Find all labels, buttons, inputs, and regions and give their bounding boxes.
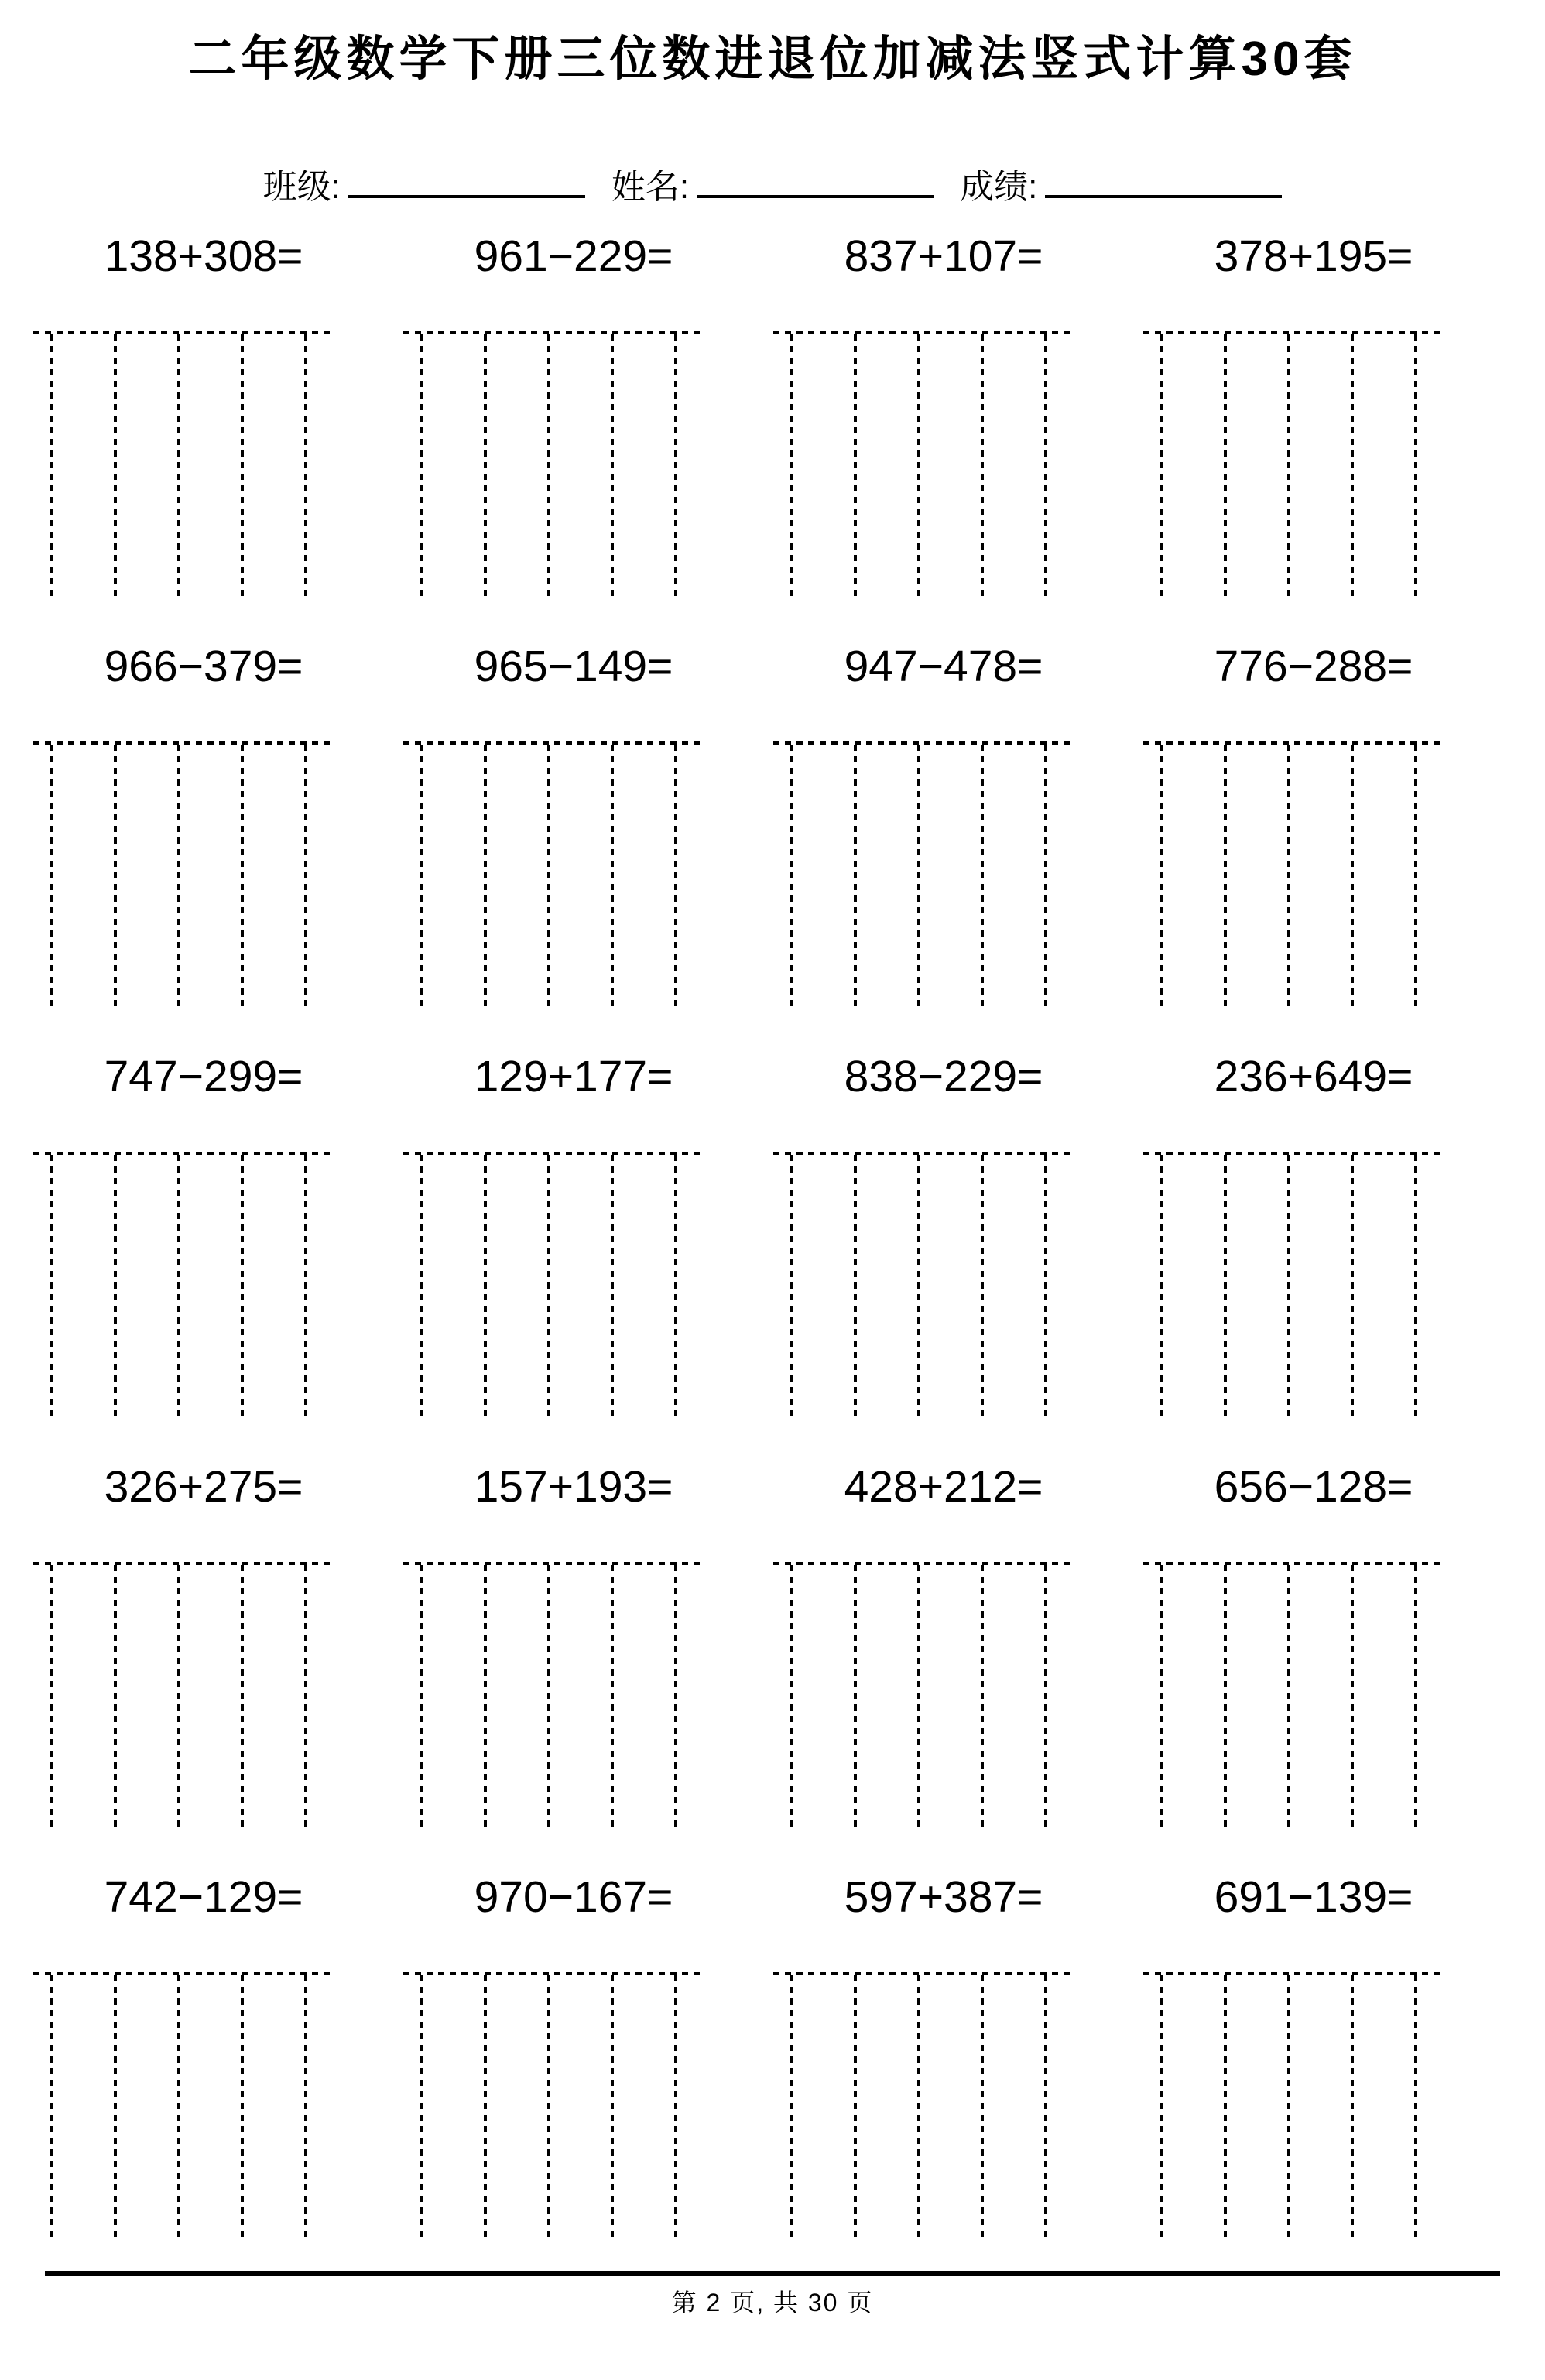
problem-equation: 742−129=: [104, 1872, 303, 1922]
problem-cell: [773, 1053, 1071, 1419]
problem-equation: 656−128=: [1214, 1462, 1413, 1512]
problem-cell: [33, 232, 331, 598]
problem-cell: [403, 1873, 701, 2239]
grid-vline: [854, 1975, 857, 2239]
grid-vline: [114, 1155, 117, 1419]
grid-vline: [790, 745, 793, 1009]
work-grid: [403, 1562, 701, 1829]
work-grid: [33, 741, 331, 1009]
problem-cell: [1143, 1053, 1441, 1419]
grid-vline: [917, 334, 920, 598]
grid-vline: [547, 334, 550, 598]
grid-vline: [674, 1155, 677, 1419]
work-grid: [773, 741, 1071, 1009]
grid-vline: [1351, 334, 1354, 598]
work-grid: [33, 1152, 331, 1419]
grid-vline: [50, 1975, 53, 2239]
grid-vline: [790, 1565, 793, 1829]
grid-vline: [1044, 1975, 1047, 2239]
grid-vline: [484, 1155, 487, 1419]
student-info-line: [0, 159, 1545, 208]
grid-vline: [1224, 1975, 1227, 2239]
grid-vline: [917, 1155, 920, 1419]
problem-cell: [1143, 642, 1441, 1009]
grid-vline: [1224, 1155, 1227, 1419]
grid-vline: [674, 1565, 677, 1829]
grid-vline: [1351, 1975, 1354, 2239]
grid-top-line: [403, 1972, 701, 1975]
grid-vline: [547, 1565, 550, 1829]
grid-vline: [241, 1565, 244, 1829]
grid-vline: [917, 1565, 920, 1829]
grid-vline: [1351, 1155, 1354, 1419]
work-grid: [1143, 1972, 1441, 2239]
grid-vline: [484, 334, 487, 598]
problem-equation: 965−149=: [474, 642, 673, 691]
grid-vline: [611, 334, 614, 598]
problem-equation: 326+275=: [104, 1462, 303, 1512]
class-blank-field: [348, 172, 585, 198]
problem-equation: 428+212=: [844, 1462, 1043, 1512]
grid-vline: [1160, 1975, 1163, 2239]
problem-equation: 776−288=: [1214, 642, 1413, 691]
grid-vline: [304, 334, 307, 598]
grid-vline: [1287, 334, 1290, 598]
problem-row: [33, 1873, 1441, 2239]
grid-vline: [484, 1565, 487, 1829]
grid-vline: [420, 745, 423, 1009]
grid-vline: [547, 745, 550, 1009]
grid-vline: [420, 1155, 423, 1419]
grid-vline: [1287, 745, 1290, 1009]
grid-top-line: [773, 1152, 1071, 1155]
work-grid: [1143, 741, 1441, 1009]
grid-top-line: [773, 1972, 1071, 1975]
grid-top-line: [1143, 331, 1441, 334]
grid-vline: [114, 334, 117, 598]
grid-vline: [1160, 745, 1163, 1009]
grid-vline: [1287, 1155, 1290, 1419]
problem-cell: [33, 1873, 331, 2239]
grid-top-line: [1143, 1152, 1441, 1155]
grid-top-line: [33, 1562, 331, 1565]
grid-top-line: [773, 741, 1071, 745]
grid-top-line: [1143, 1972, 1441, 1975]
grid-vline: [1351, 745, 1354, 1009]
grid-vline: [114, 745, 117, 1009]
problem-equation: 970−167=: [474, 1872, 673, 1922]
grid-vline: [241, 1155, 244, 1419]
grid-vline: [1160, 1565, 1163, 1829]
problem-cell: [403, 1053, 701, 1419]
grid-vline: [50, 1155, 53, 1419]
grid-top-line: [403, 1562, 701, 1565]
problem-equation: 961−229=: [474, 231, 673, 281]
problem-cell: [33, 1463, 331, 1829]
grid-vline: [241, 1975, 244, 2239]
grid-vline: [304, 1155, 307, 1419]
problem-equation: 236+649=: [1214, 1052, 1413, 1101]
work-grid: [773, 331, 1071, 598]
problem-equation: 138+308=: [104, 231, 303, 281]
grid-vline: [177, 1565, 180, 1829]
problem-equation: 747−299=: [104, 1052, 303, 1101]
grid-vline: [674, 1975, 677, 2239]
problem-equation: 837+107=: [844, 231, 1043, 281]
grid-vline: [1414, 1565, 1417, 1829]
grid-vline: [1044, 745, 1047, 1009]
grid-vline: [50, 745, 53, 1009]
grid-top-line: [403, 331, 701, 334]
grid-vline: [50, 334, 53, 598]
grid-top-line: [33, 1152, 331, 1155]
work-grid: [403, 331, 701, 598]
problem-equation: 691−139=: [1214, 1872, 1413, 1922]
grid-vline: [611, 745, 614, 1009]
grid-vline: [1044, 1565, 1047, 1829]
grid-vline: [1351, 1565, 1354, 1829]
grid-vline: [981, 745, 984, 1009]
footer-divider: [45, 2271, 1500, 2276]
problem-cell: [773, 642, 1071, 1009]
grid-vline: [854, 1565, 857, 1829]
work-grid: [33, 331, 331, 598]
grid-vline: [674, 745, 677, 1009]
work-grid: [773, 1972, 1071, 2239]
grid-vline: [484, 1975, 487, 2239]
grid-vline: [1224, 1565, 1227, 1829]
grid-vline: [611, 1155, 614, 1419]
grid-vline: [1414, 745, 1417, 1009]
work-grid: [773, 1152, 1071, 1419]
grid-vline: [981, 1975, 984, 2239]
grid-vline: [854, 334, 857, 598]
problem-cell: [773, 232, 1071, 598]
problem-row: [33, 1463, 1441, 1829]
grid-vline: [177, 745, 180, 1009]
grid-vline: [1160, 334, 1163, 598]
grid-top-line: [773, 1562, 1071, 1565]
problem-equation: 378+195=: [1214, 231, 1413, 281]
grid-vline: [790, 334, 793, 598]
page-number: 第 2 页, 共 30 页: [671, 2289, 874, 2317]
problem-equation: 597+387=: [844, 1872, 1043, 1922]
page-title: 二年级数学下册三位数进退位加减法竖式计算30套: [188, 33, 1357, 86]
grid-vline: [114, 1565, 117, 1829]
problem-cell: [773, 1463, 1071, 1829]
name-blank-field: [697, 172, 934, 198]
problem-cell: [1143, 1463, 1441, 1829]
grid-vline: [1287, 1565, 1290, 1829]
grid-vline: [1224, 334, 1227, 598]
problem-cell: [403, 1463, 701, 1829]
problem-equation: 838−229=: [844, 1052, 1043, 1101]
grid-vline: [790, 1155, 793, 1419]
grid-vline: [304, 1565, 307, 1829]
problem-cell: [33, 642, 331, 1009]
grid-vline: [304, 1975, 307, 2239]
problem-row: [33, 232, 1441, 598]
grid-vline: [1414, 334, 1417, 598]
grid-vline: [484, 745, 487, 1009]
grid-vline: [790, 1975, 793, 2239]
work-grid: [773, 1562, 1071, 1829]
grid-vline: [1160, 1155, 1163, 1419]
grid-vline: [547, 1155, 550, 1419]
work-grid: [33, 1562, 331, 1829]
grid-vline: [981, 1565, 984, 1829]
grid-vline: [420, 334, 423, 598]
grid-vline: [177, 1155, 180, 1419]
work-grid: [33, 1972, 331, 2239]
grid-vline: [611, 1565, 614, 1829]
problem-cell: [773, 1873, 1071, 2239]
grid-vline: [241, 334, 244, 598]
grid-vline: [50, 1565, 53, 1829]
grid-top-line: [1143, 1562, 1441, 1565]
work-grid: [1143, 1152, 1441, 1419]
work-grid: [1143, 331, 1441, 598]
grid-vline: [854, 1155, 857, 1419]
grid-top-line: [403, 1152, 701, 1155]
score-blank-field: [1045, 172, 1282, 198]
problem-equation: 966−379=: [104, 642, 303, 691]
class-label: 班级:: [262, 168, 341, 206]
grid-vline: [114, 1975, 117, 2239]
work-grid: [1143, 1562, 1441, 1829]
grid-top-line: [403, 741, 701, 745]
grid-top-line: [773, 331, 1071, 334]
work-grid: [403, 741, 701, 1009]
problem-cell: [1143, 232, 1441, 598]
grid-vline: [1414, 1975, 1417, 2239]
grid-top-line: [33, 741, 331, 745]
grid-vline: [1044, 334, 1047, 598]
grid-vline: [611, 1975, 614, 2239]
problem-equation: 157+193=: [474, 1462, 673, 1512]
grid-vline: [917, 745, 920, 1009]
problem-cell: [1143, 1873, 1441, 2239]
problem-cell: [403, 642, 701, 1009]
problem-row: [33, 1053, 1441, 1419]
problem-cell: [403, 232, 701, 598]
problem-row: [33, 642, 1441, 1009]
grid-vline: [854, 745, 857, 1009]
grid-vline: [420, 1565, 423, 1829]
grid-vline: [917, 1975, 920, 2239]
grid-top-line: [1143, 741, 1441, 745]
name-label: 姓名:: [611, 168, 690, 206]
grid-top-line: [33, 1972, 331, 1975]
work-grid: [403, 1152, 701, 1419]
problem-equation: 129+177=: [474, 1052, 673, 1101]
work-grid: [403, 1972, 701, 2239]
grid-vline: [241, 745, 244, 1009]
grid-vline: [177, 1975, 180, 2239]
problem-cell: [33, 1053, 331, 1419]
problem-equation: 947−478=: [844, 642, 1043, 691]
grid-vline: [420, 1975, 423, 2239]
grid-top-line: [33, 331, 331, 334]
grid-vline: [674, 334, 677, 598]
grid-vline: [1414, 1155, 1417, 1419]
grid-vline: [1224, 745, 1227, 1009]
grid-vline: [981, 1155, 984, 1419]
grid-vline: [981, 334, 984, 598]
score-label: 成绩:: [960, 168, 1038, 206]
grid-vline: [1044, 1155, 1047, 1419]
grid-vline: [304, 745, 307, 1009]
grid-vline: [177, 334, 180, 598]
grid-vline: [1287, 1975, 1290, 2239]
grid-vline: [547, 1975, 550, 2239]
